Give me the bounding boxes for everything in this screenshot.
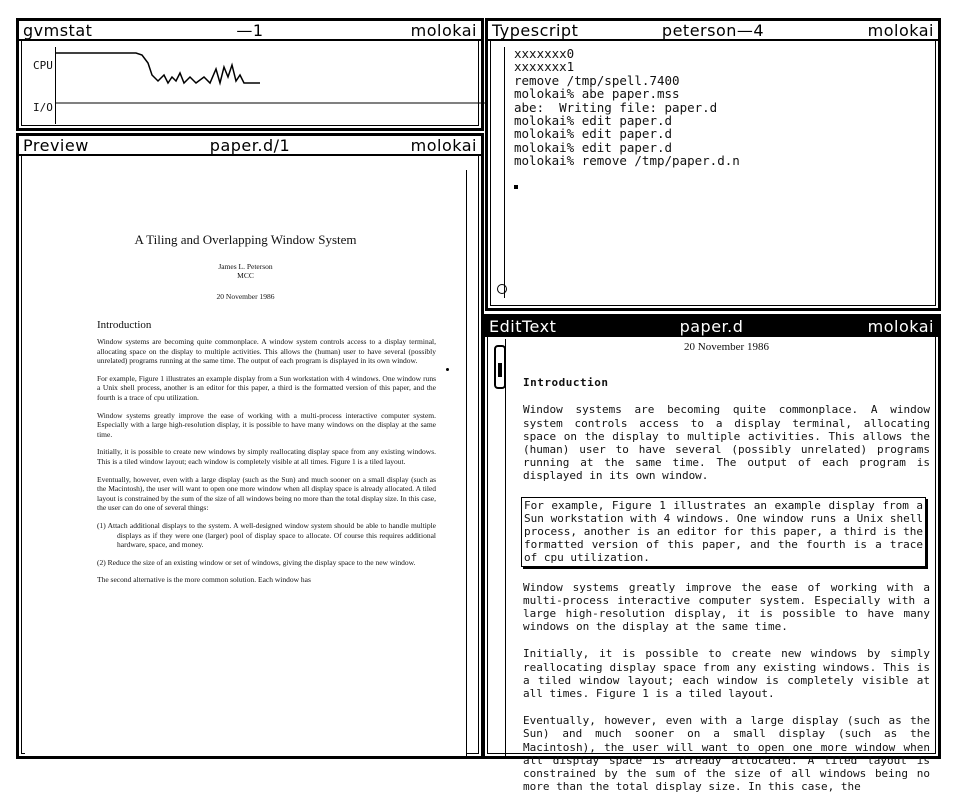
terminal-line: remove /tmp/spell.7400	[514, 72, 680, 88]
terminal-line: xxxxxxx1	[514, 59, 575, 75]
editor-heading: Introduction	[523, 376, 609, 390]
preview-paragraph: Eventually, however, even with a large display (such as the Sun) and much sooner on a small display (such as the Macintosh), the user will want to open one more window when all display space is already allocated. A tiled layout is constrained by the sum of the size of all windows being no more than the total display size. In this case, the user can do one of several things:	[97, 474, 436, 513]
doc-author	[25, 262, 466, 280]
gvmstat-window[interactable]	[16, 18, 484, 131]
typescript-title: Typescript	[492, 20, 579, 40]
terminal-scrollbar[interactable]	[494, 47, 505, 298]
terminal-line: molokai% abe paper.mss	[514, 86, 680, 102]
preview-paragraph: Initially, it is possible to create new windows by simply reallocating display space from any existing windows. This is a tiled window layout; each window is completely visible at all times. Figure 1 is a tiled layout.	[97, 447, 436, 466]
typescript-host: molokai	[867, 20, 934, 40]
gvmstat-content	[19, 43, 481, 128]
editor-scrollbar[interactable]	[491, 339, 506, 756]
io-label: I/O	[33, 101, 53, 114]
typescript-center-label: peterson—4	[661, 20, 765, 40]
gvmstat-titlebar[interactable]	[19, 21, 481, 41]
preview-paragraph: Window systems are becoming quite commonplace. A window system controls access to a display terminal, allocating space on the display to multiple activities. This allows the (human) user to have several (possibly unrelated) programs running at the same time. The output of each program is displayed in its own window.	[97, 337, 436, 366]
text-cursor	[514, 185, 518, 189]
terminal-line: molokai% edit paper.d	[514, 139, 673, 155]
terminal-output[interactable]	[488, 43, 938, 168]
preview-host: molokai	[410, 135, 477, 155]
author-name: James L. Peterson	[218, 262, 273, 271]
editor-selected-paragraph[interactable]: For example, Figure 1 illustrates an example display from a Sun workstation with 4 windows. One window runs a Unix shell process, another is an editor for this paper, a third is the formatted version of this paper, and the fourth is a trace of cpu utilization.	[521, 497, 926, 567]
typescript-content[interactable]	[488, 43, 938, 308]
terminal-line: molokai% edit paper.d	[514, 126, 673, 142]
edittext-titlebar[interactable]	[485, 317, 938, 337]
preview-title: Preview	[23, 135, 89, 155]
preview-paragraph: The second alternative is the more common solution. Each window has	[97, 575, 311, 585]
section-heading: Introduction	[97, 319, 152, 331]
doc-date: 20 November 1986	[216, 292, 275, 301]
gvmstat-center-label: —1	[236, 20, 264, 40]
scroll-knob-icon[interactable]	[497, 284, 507, 294]
gvmstat-host: molokai	[410, 20, 477, 40]
preview-paragraph: Window systems greatly improve the ease of working with a multi-process interactive computer system. Especially with a large high-resolution display, it is possible to have many windows on the display at the same time.	[97, 410, 436, 439]
preview-titlebar[interactable]	[19, 136, 481, 156]
author-affiliation: MCC	[237, 271, 254, 280]
preview-page[interactable]	[25, 170, 467, 756]
scroll-thumb[interactable]	[494, 345, 506, 389]
terminal-line: molokai% edit paper.d	[514, 113, 673, 129]
preview-list-item: (1) Attach additional displays to the system. A well-designed window system should be able to handle multiple displays as if they were one (larger) pool of display space to allocate. Of course this requires additional hardware, space, and money.	[97, 520, 436, 550]
editor-paragraph: Window systems greatly improve the ease of working with a multi-process interactive computer system. Especially with a large high-resolution display, it is possible to have many windows on the display at the same time.	[523, 580, 930, 634]
typescript-window[interactable]	[485, 18, 941, 311]
preview-center-label: paper.d/1	[209, 135, 291, 155]
preview-list-item: (2) Reduce the size of an existing window or set of windows, giving the display space to the new window.	[97, 557, 416, 567]
gvmstat-title: gvmstat	[23, 20, 93, 40]
edittext-content[interactable]	[485, 339, 938, 793]
editor-paragraph: Window systems are becoming quite commonplace. A window system controls access to a display terminal, allocating space on the display to multiple activities. This allows the (human) user to have several (possibly unrelated) programs running at the same time. The output of each program is displayed in its own window.	[523, 403, 930, 483]
preview-window[interactable]	[16, 133, 484, 759]
mouse-pointer-icon	[446, 368, 449, 371]
cpu-label: CPU	[33, 59, 53, 72]
terminal-line: molokai% remove /tmp/paper.d.n	[514, 153, 740, 169]
editor-text-area[interactable]	[523, 339, 930, 793]
cpu-graph	[55, 47, 481, 124]
editor-date: 20 November 1986	[684, 341, 769, 353]
preview-paragraph: For example, Figure 1 illustrates an example display from a Sun workstation with 4 windows. One window runs a Unix shell process, another is an editor for this paper, a third is the formatted version of this paper, and the fourth is a trace of cpu utilization.	[97, 373, 436, 402]
thumb-grip-icon	[498, 363, 502, 377]
edittext-window[interactable]	[482, 314, 941, 793]
editor-paragraph: Initially, it is possible to create new windows by simply reallocating display space from any existing windows. This is a tiled window layout; each window is completely visible at all times. Figure 1 is a tiled layout.	[523, 647, 930, 701]
typescript-titlebar[interactable]	[488, 21, 938, 41]
terminal-line: xxxxxxx0	[514, 46, 575, 61]
cpu-trace	[56, 47, 486, 127]
preview-content[interactable]	[19, 158, 481, 756]
terminal-line: abe: Writing file: paper.d	[514, 99, 718, 115]
gvmstat-labels	[23, 43, 53, 128]
edittext-host: molokai	[867, 316, 934, 336]
doc-title: A Tiling and Overlapping Window System	[134, 232, 357, 247]
edittext-center-label: paper.d	[679, 316, 744, 336]
editor-paragraph: Eventually, however, even with a large display (such as the Sun) and much sooner on a small display (such as the Macintosh), the user will want to open one more window when all display space is already allocated. A tiled layout is constrained by the sum of the size of all windows being no more than the total display size. In this case, the	[523, 714, 930, 793]
edittext-title: EditText	[489, 316, 557, 336]
